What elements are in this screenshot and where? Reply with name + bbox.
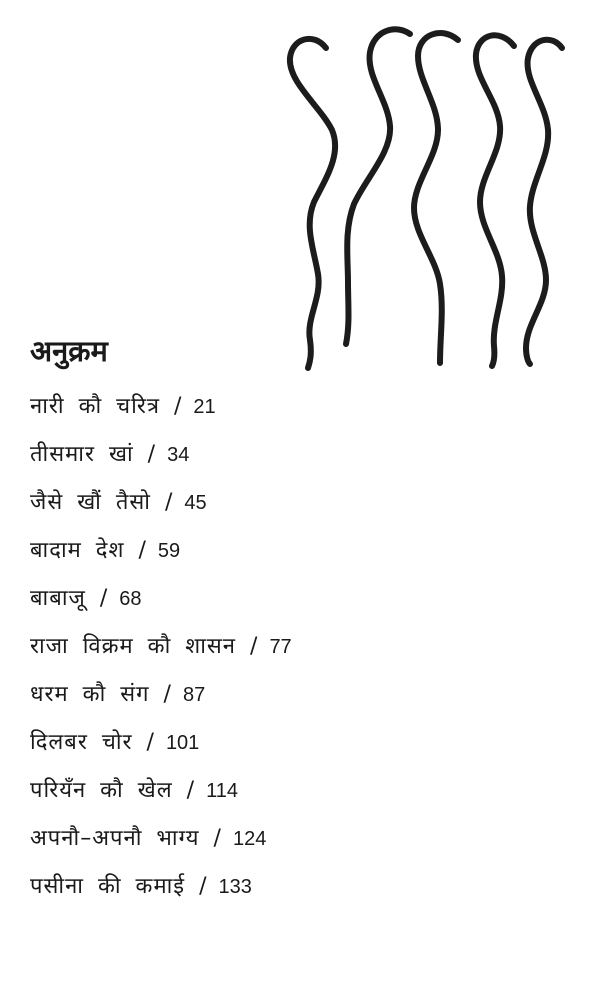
toc-page-number: 21 — [193, 396, 216, 418]
wavy-strand-4 — [476, 35, 514, 366]
wavy-strand-1 — [290, 39, 335, 368]
toc-page-number: 124 — [232, 828, 267, 850]
toc-entry[interactable] — [30, 721, 292, 769]
toc-page-number: 133 — [218, 876, 252, 898]
toc-entry[interactable] — [30, 817, 292, 865]
wavy-strand-2 — [346, 29, 410, 344]
toc-entry-title: दिलबर चोर — [30, 730, 133, 755]
toc-entry-title: धरम कौ संग — [30, 682, 150, 707]
toc-separator: / — [163, 682, 171, 707]
toc-heading: अनुक्रम — [30, 334, 108, 368]
toc-page-number: 114 — [206, 780, 238, 802]
toc-page-number: 45 — [184, 492, 207, 514]
toc-page-number: 34 — [167, 444, 190, 466]
toc-page-number: 87 — [182, 684, 206, 706]
wavy-strand-3 — [414, 33, 458, 363]
toc-entry[interactable] — [30, 529, 292, 577]
toc-separator: / — [99, 586, 108, 611]
toc-entry[interactable] — [30, 577, 292, 625]
toc-entry[interactable] — [30, 481, 292, 529]
toc-entry-title: अपनौ–अपनौ भाग्य — [30, 826, 200, 851]
toc-separator: / — [138, 538, 146, 563]
toc-separator: / — [199, 874, 207, 899]
toc-separator: / — [250, 634, 258, 659]
toc-entry-title: बाबाजू — [30, 586, 86, 611]
toc-entry-title: जैसे खौं तैसो — [30, 490, 151, 515]
toc-separator: / — [147, 442, 156, 467]
wavy-strand-5 — [526, 40, 562, 364]
toc-entry-title: बादाम देश — [30, 538, 125, 563]
toc-entry-title: पसीना की कमाई — [30, 874, 186, 899]
toc-separator: / — [213, 826, 221, 851]
toc-entry[interactable] — [30, 769, 292, 817]
toc-page-number: 68 — [119, 588, 142, 610]
toc-separator: / — [186, 778, 195, 803]
toc-separator: / — [174, 394, 182, 419]
toc-separator: / — [146, 730, 154, 755]
toc-page-number: 101 — [165, 732, 200, 754]
toc-entry[interactable] — [30, 625, 292, 673]
toc-entry-title: नारी कौ चरित्र — [30, 394, 160, 419]
table-of-contents — [30, 385, 292, 913]
toc-entry[interactable] — [30, 433, 292, 481]
toc-entry-title: राजा विक्रम कौ शासन — [30, 634, 237, 659]
toc-separator: / — [165, 490, 173, 515]
wavy-strands-ornament-icon — [270, 18, 580, 378]
toc-entry[interactable] — [30, 385, 292, 433]
toc-entry[interactable] — [30, 673, 292, 721]
toc-page-number: 77 — [269, 636, 292, 658]
toc-entry[interactable] — [30, 865, 292, 913]
toc-entry-title: परियँन कौ खेल — [30, 778, 173, 803]
toc-entry-title: तीसमार खां — [30, 442, 134, 467]
toc-page-number: 59 — [157, 540, 181, 562]
